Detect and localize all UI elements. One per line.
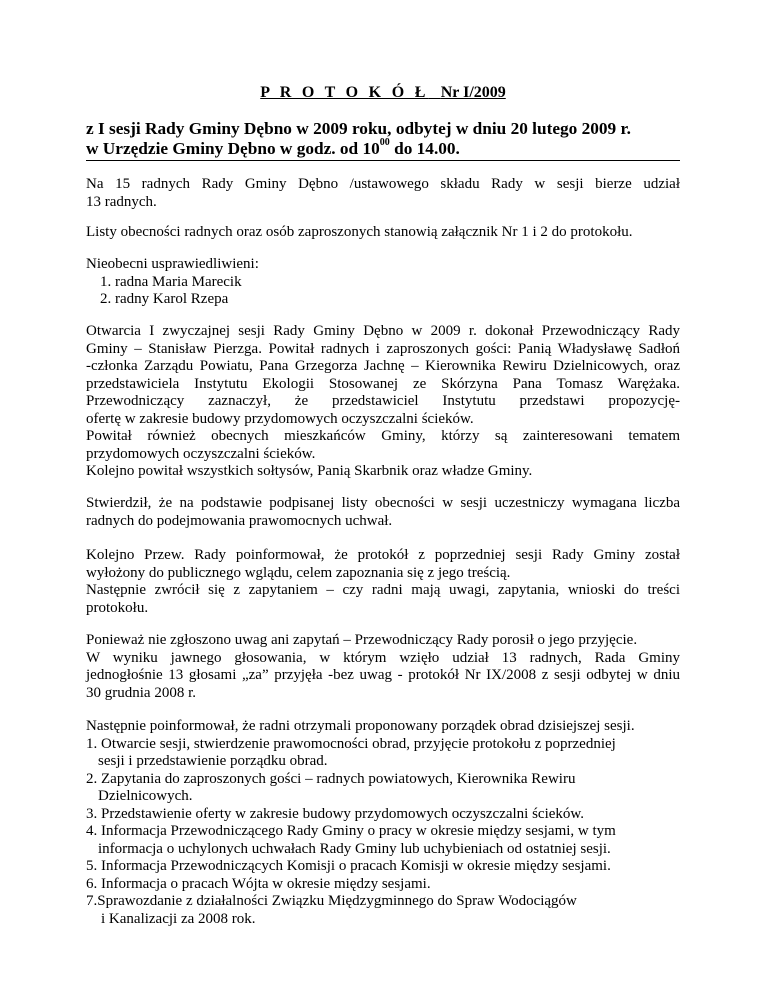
agenda-intro: Następnie poinformował, że radni otrzymali proponowany porządek obrad dzisiejszej sesji. [86, 718, 635, 734]
document-title [86, 84, 680, 102]
attendance-lists-text: Listy obecności radnych oraz osób zaproszonych stanowią załącznik Nr 1 i 2 do protokołu. [86, 224, 633, 240]
opening-line: Gminy – Stanisław Pierzga. Powitał radnych i zaproszonych gości: Panią Władysławę Sadłoń [86, 340, 680, 357]
agenda-item-text: Informacja o pracach Wójta w okresie między sesjami. [101, 875, 431, 892]
absent-item-num: 1. [100, 273, 112, 290]
absent-item [86, 291, 680, 309]
agenda-item [86, 823, 680, 841]
absent-item-num: 2. [100, 291, 112, 307]
agenda-item-continuation: i Kanalizacji za 2008 rok. [101, 910, 256, 927]
absent-item-text: radny Karol Rzepa [115, 291, 229, 307]
session-subtitle [86, 119, 680, 161]
agenda-item [86, 736, 680, 754]
agenda-item [86, 771, 680, 789]
agenda-item-text: Zapytania do zaproszonych gości – radnych powiatowych, Kierownika Rewiru [101, 770, 576, 787]
subtitle-time-end: do 14.00. [389, 139, 460, 158]
absent-item [86, 274, 680, 292]
subtitle-time-start: w Urzędzie Gminy Dębno w godz. od 10 [86, 139, 380, 158]
attendance-line-1: Na 15 radnych Rady Gminy Dębno /ustawowego składu Rady w sesji bierze udział [86, 176, 680, 192]
previous-protocol-line: protokołu. [86, 599, 149, 616]
quorum-paragraph [86, 495, 680, 530]
quorum-line: Stwierdził, że na podstawie podpisanej listy obecności w sesji uczestniczy wymagana liczba [86, 495, 680, 511]
agenda-item-text: Informacja Przewodniczących Komisji o pracach Komisji w okresie między sesjami. [101, 858, 611, 874]
previous-protocol-line: Kolejno Przew. Rady poinformował, że protokół z poprzedniej sesji Rady Gminy został [86, 547, 680, 563]
subtitle-line-2 [86, 139, 680, 159]
subtitle-time-sup: 00 [379, 137, 390, 149]
previous-protocol-paragraph [86, 547, 680, 617]
vote-paragraph [86, 632, 680, 702]
agenda-item-text: Informacja Przewodniczącego Rady Gminy o pracy w okresie między sesjami, w tym [101, 823, 616, 839]
opening-line: Otwarcia I zwyczajnej sesji Rady Gminy Dębno w 2009 r. dokonał Przewodniczący Rady [86, 323, 680, 339]
agenda-item-num: 2. [86, 770, 98, 787]
agenda-item-text: Przedstawienie oferty w zakresie budowy przydomowych oczyszczalni ścieków. [101, 805, 585, 822]
agenda-item [86, 806, 680, 824]
agenda-item-text: Sprawozdanie z działalności Związku Międzygminnego do Spraw Wodociągów [97, 893, 577, 909]
previous-protocol-line: wyłożony do publicznego wglądu, celem zapoznania się z jego treścią. [86, 564, 511, 581]
title-number: Nr I/2009 [440, 84, 506, 101]
absent-item-text: radna Maria Marecik [115, 273, 242, 290]
agenda-item-text: Otwarcie sesji, stwierdzenie prawomocności obrad, przyjęcie protokołu z poprzedniej [101, 735, 616, 752]
agenda-item-num: 1. [86, 735, 98, 752]
agenda-item-num: 3. [86, 805, 98, 822]
vote-line: W wyniku jawnego głosowania, w którym wzięło udział 13 radnych, Rada Gminy [86, 649, 680, 666]
agenda-item-continuation: informacja o uchylonych uchwałach Rady Gminy lub uchybieniach od ostatniej sesji. [98, 840, 611, 857]
attendance-paragraph [86, 176, 680, 211]
previous-protocol-line: Następnie zwrócił się z zapytaniem – czy radni mają uwagi, zapytania, wnioski do treści [86, 582, 680, 598]
opening-line: ofertę w zakresie budowy przydomowych oczyszczalni ścieków. [86, 410, 474, 427]
opening-line: przydomowych oczyszczalni ścieków. [86, 445, 316, 462]
agenda-item-num: 5. [86, 858, 98, 874]
absent-heading: Nieobecni usprawiedliwieni: [86, 256, 259, 272]
agenda-item [86, 893, 680, 911]
agenda-item [86, 876, 680, 894]
attendance-line-2: 13 radnych. [86, 193, 157, 210]
opening-line: Przewodniczący zaznaczył, że przedstawiciel Instytutu przedstawi propozycję- [86, 393, 680, 409]
opening-line: Kolejno powitał wszystkich sołtysów, Panią Skarbnik oraz władze Gminy. [86, 463, 533, 479]
vote-line: 30 grudnia 2008 r. [86, 684, 196, 701]
agenda-item-num: 7. [86, 893, 98, 909]
opening-line: przedstawiciela Instytutu Ekologii Stosowanej ze Skórzyna Pana Tomasz Warężaka. [86, 375, 680, 392]
agenda-item-num: 6. [86, 875, 98, 892]
vote-line: Ponieważ nie zgłoszono uwag ani zapytań – Przewodniczący Rady porosił o jego przyjęcie. [86, 632, 638, 648]
agenda-item-num: 4. [86, 823, 98, 839]
absent-section [86, 256, 680, 309]
agenda-item [86, 858, 680, 876]
agenda-section [86, 718, 680, 928]
agenda-item-continuation: sesji i przedstawienie porządku obrad. [98, 753, 328, 769]
vote-line: jednogłośnie 13 głosami „za” przyjęła -bez uwag - protokół Nr IX/2008 z sesji odbytej w dniu [86, 667, 680, 683]
opening-paragraph [86, 323, 680, 481]
title-protokol: P R O T O K Ó Ł [260, 84, 429, 101]
opening-line: Powitał również obecnych mieszkańców Gminy, którzy są zainteresowani tematem [86, 428, 680, 444]
opening-line: -członka Zarządu Powiatu, Pana Grzegorza Jachnę – Kierownika Rewiru Dzielnicowych, oraz [86, 358, 680, 374]
subtitle-line-1: z I sesji Rady Gminy Dębno w 2009 roku, odbytej w dniu 20 lutego 2009 r. [86, 119, 631, 138]
attendance-lists-paragraph [86, 224, 680, 242]
agenda-item-continuation: Dzielnicowych. [98, 788, 193, 804]
quorum-line: radnych do podejmowania prawomocnych uchwał. [86, 512, 393, 529]
